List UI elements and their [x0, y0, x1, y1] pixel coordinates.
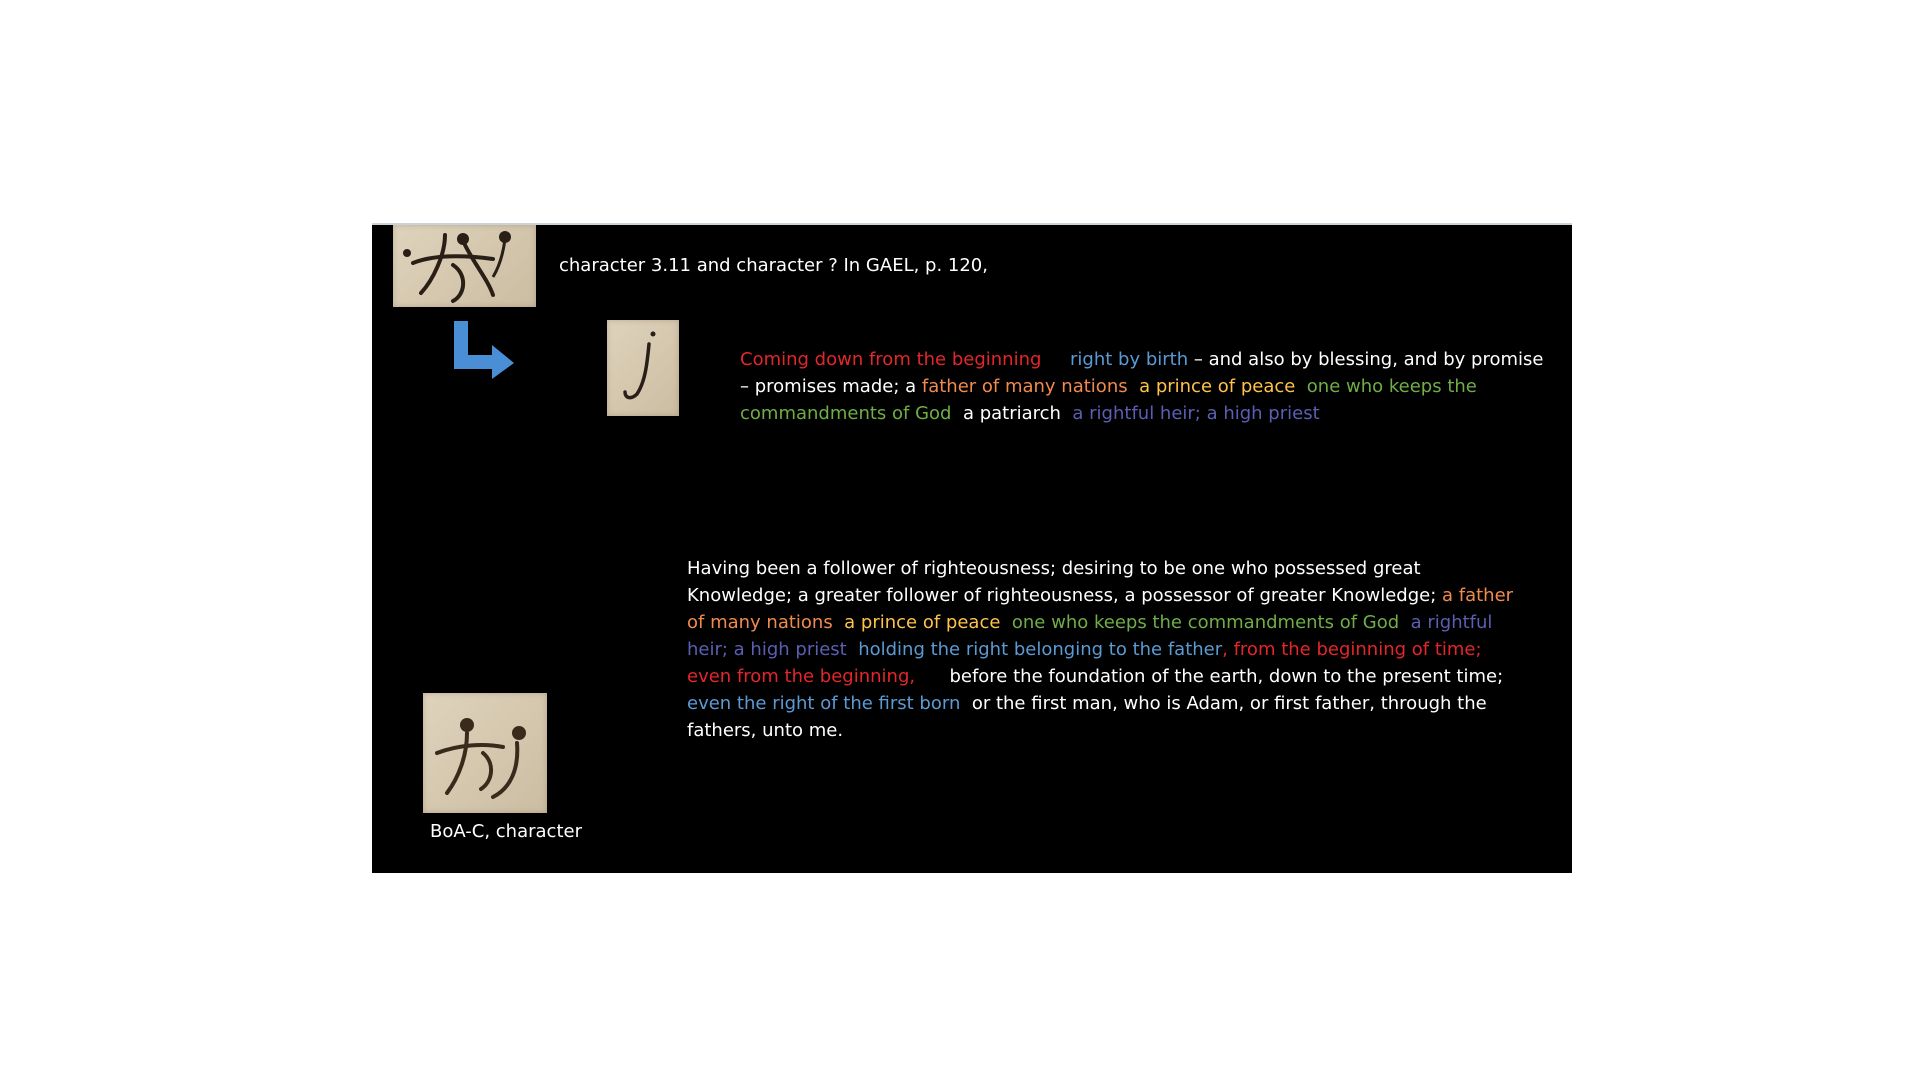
phrase-rightful-heir-2: a rightful heir; a high priest: [687, 612, 1493, 660]
definition-paragraph-1: [740, 346, 1550, 427]
character-j-drawing: [607, 320, 679, 416]
arrow-down-right-icon: [452, 319, 516, 379]
phrase-keeps-commandments: one who keeps the commandments of God: [740, 376, 1477, 424]
phrase-right-of-first-born: even the right of the first born: [687, 693, 961, 714]
phrase-from-the-beginning: , from the beginning of time; even from the beginning,: [687, 639, 1482, 687]
phrase-follower-of-righteousness: Having been a follower of righteousness; desiring to be one who possessed great Knowledge; a greater follower of righteousness, a possessor of greater Knowledge;: [687, 558, 1442, 606]
phrase-prince-of-peace-2: a prince of peace: [844, 612, 1001, 633]
slide-heading: character 3.11 and character ? In GAEL, p. 120,: [559, 255, 988, 276]
phrase-patriarch: a patriarch: [962, 403, 1061, 424]
phrase-holding-the-right: holding the right belonging to the father: [858, 639, 1223, 660]
phrase-foundation-of-earth: before the foundation of the earth, down to the present time;: [949, 666, 1504, 687]
slide: [372, 223, 1572, 873]
phrase-father-of-many-nations: father of many nations: [921, 376, 1128, 397]
phrase-blessing-promise: – and also by blessing, and by promise – promises made; a: [740, 349, 1544, 397]
image-caption: BoA-C, character: [430, 821, 582, 842]
phrase-prince-of-peace: a prince of peace: [1139, 376, 1296, 397]
character-glyph-drawing-2: [423, 693, 547, 813]
phrase-keeps-commandments-2: one who keeps the commandments of God: [1011, 612, 1400, 633]
manuscript-character-image-bottom: [423, 693, 547, 813]
phrase-right-by-birth: right by birth: [1070, 349, 1189, 370]
definition-paragraph-2: [687, 555, 1527, 744]
phrase-father-of-many-nations-2: a father of many nations: [687, 585, 1514, 633]
phrase-first-man-adam: or the first man, who is Adam, or first father, through the fathers, unto me.: [687, 693, 1487, 741]
character-glyph-drawing: [393, 225, 536, 307]
phrase-coming-down: Coming down from the beginning: [740, 349, 1042, 370]
phrase-rightful-heir: a rightful heir; a high priest: [1072, 403, 1320, 424]
manuscript-character-image-top: [393, 225, 536, 307]
manuscript-character-image-j: [607, 320, 679, 416]
